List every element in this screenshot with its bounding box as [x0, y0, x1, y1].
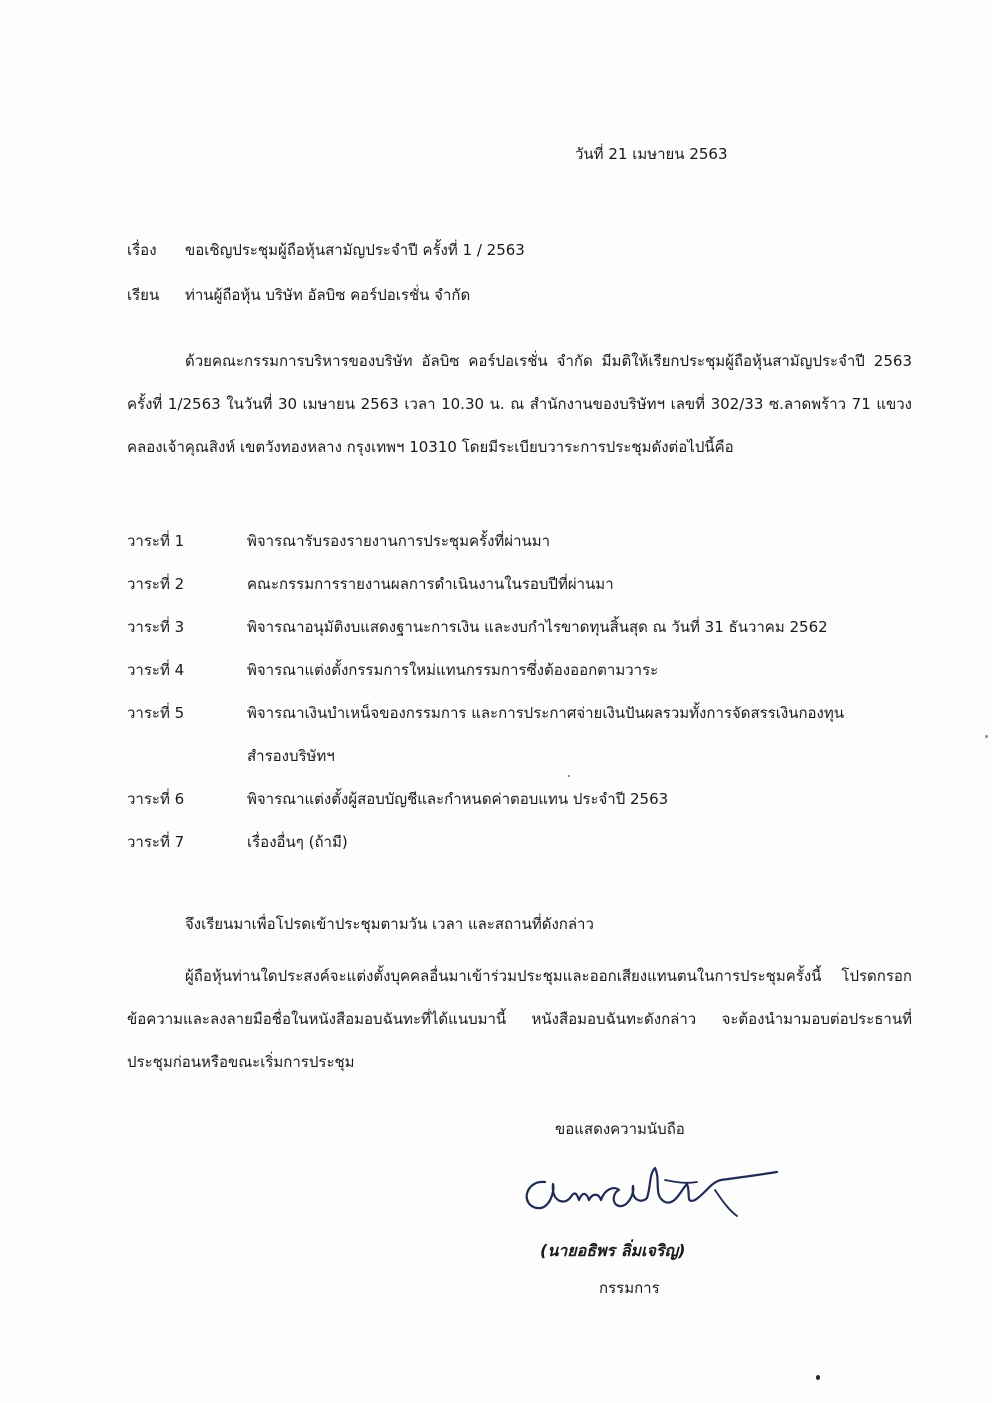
agenda-text: พิจารณาแต่งตั้งผู้สอบบัญชีและกำหนดค่าตอบแทน ประจำปี 2563 [247, 790, 669, 808]
agenda-number: วาระที่ 3 [127, 618, 185, 636]
agenda-number: วาระที่ 1 [127, 532, 185, 550]
agenda-text: พิจารณาแต่งตั้งกรรมการใหม่แทนกรรมการซึ่งต้องออกตามวาระ [247, 661, 659, 679]
agenda-text: คณะกรรมการรายงานผลการดำเนินงานในรอบปีที่ผ่านมา [247, 575, 614, 593]
subject-text: ขอเชิญประชุมผู้ถือหุ้นสามัญประจำปี ครั้งที่ 1 / 2563 [185, 241, 525, 259]
scan-speck [568, 775, 570, 777]
agenda-number: วาระที่ 4 [127, 661, 185, 679]
subject-label: เรื่อง [127, 241, 157, 259]
agenda-text: เรื่องอื่นๆ (ถ้ามี) [247, 833, 348, 851]
regards-text: ขอแสดงความนับถือ [555, 1120, 685, 1138]
letter-date: วันที่ 21 เมษายน 2563 [575, 145, 728, 163]
signer-position: กรรมการ [599, 1279, 660, 1297]
scan-speck [985, 735, 988, 738]
agenda-text: พิจารณาอนุมัติงบแสดงฐานะการเงิน และงบกำไรขาดทุนสิ้นสุด ณ วันที่ 31 ธันวาคม 2562 [247, 618, 828, 636]
scan-speck [816, 1375, 820, 1380]
proxy-paragraph: ผู้ถือหุ้นท่านใดประสงค์จะแต่งตั้งบุคคลอื่นมาเข้าร่วมประชุมและออกเสียงแทนตนในการประชุมครั้งนี้ โปรดกรอกข้อความและลงลายมือชื่อในหนังสือมอบฉันทะที่ได้แนบมานี้ หนังสือมอบฉันทะดังกล่าว จะต้องนำมามอบต่อประธานที่ประชุมก่อนหรือขณะเริ่มการประชุม [127, 967, 912, 1071]
agenda-text: พิจารณาเงินบำเหน็จของกรรมการ และการประกาศจ่ายเงินปันผลรวมทั้งการจัดสรรเงินกองทุนสำรองบริษัทฯ [247, 704, 845, 765]
agenda-text: พิจารณารับรองรายงานการประชุมครั้งที่ผ่านมา [247, 532, 551, 550]
subject-row [127, 238, 525, 262]
agenda-number: วาระที่ 5 [127, 704, 185, 722]
agenda-number: วาระที่ 7 [127, 833, 185, 851]
signer-name: (นายอธิพร ลิ่มเจริญ) [540, 1241, 686, 1260]
agenda-number: วาระที่ 2 [127, 575, 185, 593]
handwritten-signature-icon [515, 1160, 795, 1230]
recipient-label: เรียน [127, 286, 160, 304]
recipient-text: ท่านผู้ถือหุ้น บริษัท อัลบิซ คอร์ปอเรชั่น จำกัด [185, 286, 471, 304]
agenda-number: วาระที่ 6 [127, 790, 185, 808]
invite-paragraph: จึงเรียนมาเพื่อโปรดเข้าประชุมตามวัน เวลา และสถานที่ดังกล่าว [185, 915, 594, 933]
intro-paragraph: ด้วยคณะกรรมการบริหารของบริษัท อัลบิซ คอร์ปอเรชั่น จำกัด มีมติให้เรียกประชุมผู้ถือหุ้นสามัญประจำปี 2563 ครั้งที่ 1/2563 ในวันที่ 30 เมษายน 2563 เวลา 10.30 น. ณ สำนักงานของบริษัทฯ เลขที่ 302/33 ซ.ลาดพร้าว 71 แขวงคลองเจ้าคุณสิงห์ เขตวังทองหลาง กรุงเทพฯ 10310 โดยมีระเบียบวาระการประชุมดังต่อไปนี้คือ [127, 352, 912, 456]
recipient-row [127, 283, 470, 307]
